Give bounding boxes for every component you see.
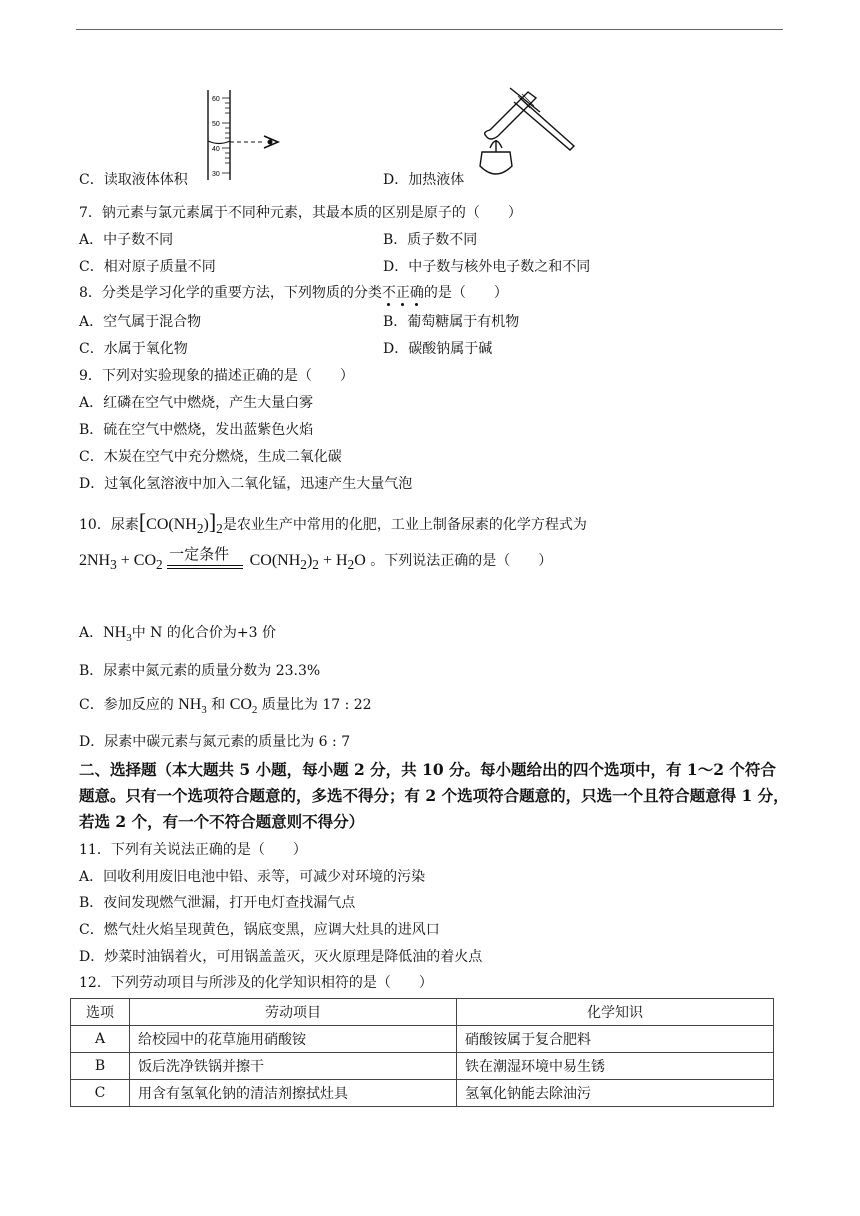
eq-arrow (167, 545, 245, 571)
eq-products: $CO(NH_2)_2 + H_2O$ (249, 552, 366, 573)
table-header-row (71, 999, 774, 1026)
eq-tail: 。下列说法正确的是（ ） (370, 553, 553, 569)
q9-option-c: C．木炭在空气中充分燃烧，生成二氧化碳 (79, 449, 342, 465)
q9-stem: 9．下列对实验现象的描述正确的是（ ） (79, 368, 354, 384)
table-row (71, 1026, 774, 1053)
q7-option-a: A．中子数不同 (79, 232, 174, 248)
q10-stem-pre: 10．尿素 (79, 517, 139, 533)
eq-condition: 一定条件 (169, 545, 230, 563)
q7-stem: 7．钠元素与氯元素属于不同种元素，其最本质的区别是原子的（ ） (79, 205, 522, 221)
q10-equation (79, 545, 553, 573)
q6-option-c: C．读取液体体积 (79, 172, 188, 188)
q11-option-c: C．燃气灶火焰呈现黄色，锅底变黑，应调大灶具的进风口 (79, 922, 440, 938)
q10-option-d: D．尿素中碳元素与氮元素的质量比为 6 : 7 (79, 734, 351, 750)
urea-formula: $[CO(NH_2)]_2$ (138, 509, 223, 537)
table-cell: B (71, 1053, 130, 1080)
q10-option-b: B．尿素中氮元素的质量分数为 23.3% (79, 663, 321, 679)
section-2-heading: 二、选择题（本大题共 5 小题，每小题 2 分，共 10 分。每小题给出的四个选项中，有 1～2 个符合题意。只有一个选项符合题意的，多选不得分；有 2 个选项符合题意的，只选一个且符合题意得 1 分，若选 2 个，有一个不符合题意则不得分） (79, 760, 789, 831)
q8-option-a: A．空气属于混合物 (79, 314, 202, 330)
q8-option-d: D．碳酸钠属于碱 (383, 341, 493, 357)
cylinder-tick-labels (192, 88, 232, 183)
table-cell: 氢氧化钠能去除油污 (457, 1080, 774, 1107)
header-cell: 选项 (71, 999, 130, 1026)
table-cell: 硝酸铵属于复合肥料 (457, 1026, 774, 1053)
q9-option-d: D．过氧化氢溶液中加入二氧化锰，迅速产生大量气泡 (79, 476, 413, 492)
table-cell: A (71, 1026, 130, 1053)
q8-stem-post: 的是（ ） (423, 285, 508, 301)
table-cell: 铁在潮湿环境中易生锈 (457, 1053, 774, 1080)
table-cell: 给校园中的花草施用硝酸铵 (130, 1026, 457, 1053)
header-rule (76, 29, 783, 30)
tick-50: 50 (212, 121, 220, 128)
table-cell: 用含有氢氧化钠的清洁剂擦拭灶具 (130, 1080, 457, 1107)
q10-option-c: C．参加反应的 $NH_3$ 和 $CO_2$ 质量比为 17 : 22 (79, 696, 372, 716)
q10-stem (79, 509, 587, 542)
table-cell: C (71, 1080, 130, 1107)
q8-emphasis-1: 不 (381, 285, 396, 301)
tick-40: 40 (212, 146, 220, 153)
q11-stem: 11．下列有关说法正确的是（ ） (79, 842, 307, 858)
header-cell: 劳动项目 (130, 999, 457, 1026)
q8-stem (79, 283, 508, 303)
q8-option-b: B．葡萄糖属于有机物 (383, 314, 520, 330)
table-cell: 饭后洗净铁锅并擦干 (130, 1053, 457, 1080)
q7-option-c: C．相对原子质量不同 (79, 259, 216, 275)
q11-option-d: D．炒菜时油锅着火，可用锅盖盖灭，灭火原理是降低油的着火点 (79, 949, 483, 965)
q10-option-a: A．$NH_3$中 N 的化合价为+3 价 (79, 624, 276, 644)
q8-emphasis-2: 正 (395, 285, 410, 301)
q8-option-c: C．水属于氧化物 (79, 341, 188, 357)
q12-stem: 12．下列劳动项目与所涉及的化学知识相符的是（ ） (79, 975, 433, 991)
table-row (71, 1053, 774, 1080)
q6-option-d: D．加热液体 (383, 172, 465, 188)
q7-option-d: D．中子数与核外电子数之和不同 (383, 259, 591, 275)
q11-option-a: A．回收利用废旧电池中铅、汞等，可减少对环境的污染 (79, 869, 426, 885)
q9-option-a: A．红磷在空气中燃烧，产生大量白雾 (79, 395, 314, 411)
header-cell: 化学知识 (457, 999, 774, 1026)
test-tube-heating-figure (470, 74, 585, 189)
tick-30: 30 (212, 171, 220, 178)
q10-stem-post: 是农业生产中常用的化肥，工业上制备尿素的化学方程式为 (222, 517, 587, 533)
q7-option-b: B．质子数不同 (383, 232, 478, 248)
q12-table (70, 998, 774, 1107)
table-row (71, 1080, 774, 1107)
q8-stem-pre: 8．分类是学习化学的重要方法，下列物质的分类 (79, 285, 382, 301)
q11-option-b: B．夜间发现燃气泄漏，打开电灯查找漏气点 (79, 895, 356, 911)
tick-60: 60 (212, 96, 220, 103)
q9-option-b: B．硫在空气中燃烧，发出蓝紫色火焰 (79, 422, 314, 438)
eq-reactants: $2NH_3 + CO_2$ (79, 552, 163, 573)
q8-emphasis-3: 确 (409, 285, 424, 301)
